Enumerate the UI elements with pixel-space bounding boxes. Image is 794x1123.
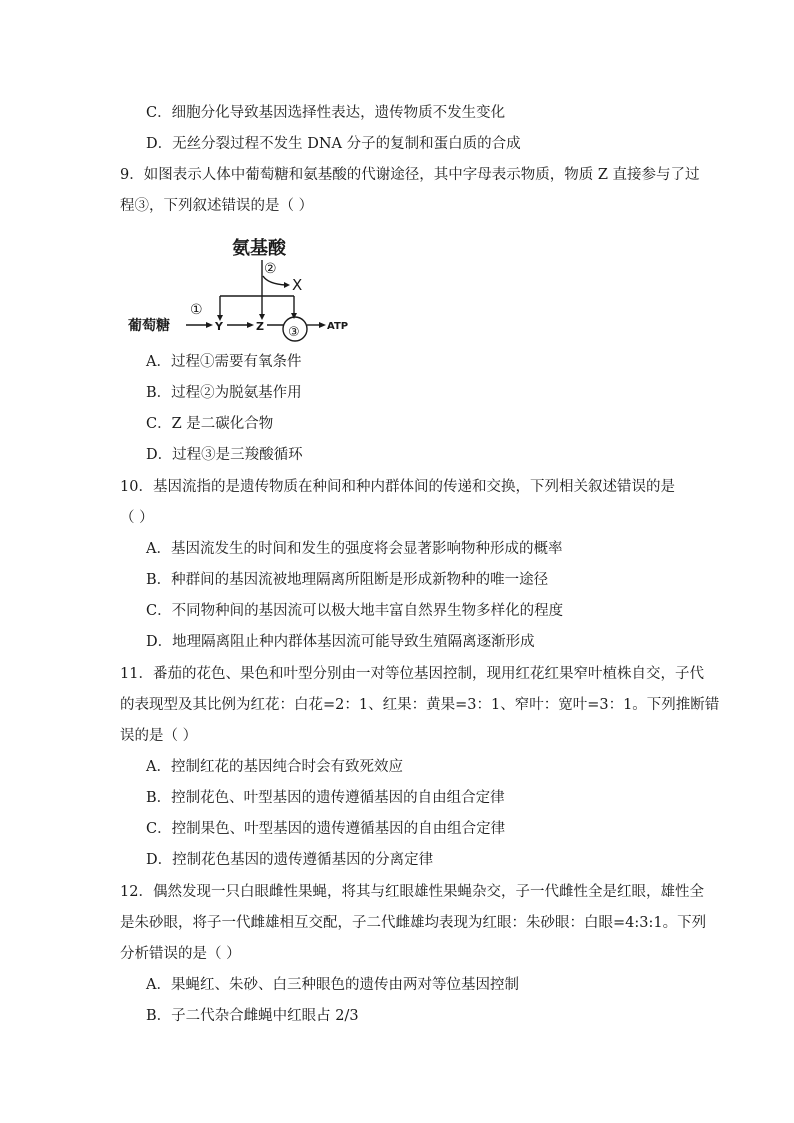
q11-stem-line-1: 11．番茄的花色、果色和叶型分别由一对等位基因控制，现用红花红果窄叶植株自交，子代 [120,666,704,682]
q12-option-b: B．子二代杂合雌蝇中红眼占 2/3 [146,1008,359,1024]
label-x: X [292,276,303,294]
q11-stem-line-3: 误的是（ ） [120,728,198,744]
label-y: Y [215,320,223,333]
q12-stem-line-3: 分析错误的是（ ） [120,946,241,962]
label-z: Z [256,320,264,333]
arrowhead-x [284,282,290,288]
q11-option-d: D．控制花色基因的遗传遵循基因的分离定律 [146,852,434,868]
label-atp: ATP [327,321,349,332]
q8-option-c: C．细胞分化导致基因选择性表达，遗传物质不发生变化 [146,105,506,121]
arrowhead-atp [319,322,326,328]
label-process-3: ③ [288,325,300,340]
q9-option-b: B．过程②为脱氨基作用 [146,385,302,401]
q9-option-c: C．Z 是二碳化合物 [146,416,274,432]
q10-stem-line-1: 10．基因流指的是遗传物质在种间和种内群体间的传递和交换，下列相关叙述错误的是 [120,479,675,495]
label-process-2: ② [264,261,277,277]
label-amino-acid: 氨基酸 [232,238,286,259]
q8-option-d: D．无丝分裂过程不发生 DNA 分子的复制和蛋白质的合成 [146,136,521,152]
arrow-to-x [263,276,286,285]
q9-option-d: D．过程③是三羧酸循环 [146,447,303,463]
q11-stem-line-2: 的表现型及其比例为红花：白花=2：1、红果：黄果=3：1、窄叶：宽叶=3：1。下列推断错 [120,697,720,713]
label-glucose: 葡萄糖 [128,318,170,334]
q10-option-c: C．不同物种间的基因流可以极大地丰富自然界生物多样化的程度 [146,603,564,619]
q11-option-b: B．控制花色、叶型基因的遗传遵循基因的自由组合定律 [146,790,505,806]
q11-option-a: A．控制红花的基因纯合时会有致死效应 [146,759,403,775]
q12-stem-line-2: 是朱砂眼，将子一代雌雄相互交配，子二代雌雄均表现为红眼：朱砂眼：白眼=4:3:1。下列 [120,915,707,931]
q12-option-a: A．果蝇红、朱砂、白三种眼色的遗传由两对等位基因控制 [146,977,519,993]
q12-stem-line-1: 12．偶然发现一只白眼雌性果蝇，将其与红眼雄性果蝇杂交，子一代雌性全是红眼，雄性全 [120,884,704,900]
q11-option-c: C．控制果色、叶型基因的遗传遵循基因的自由组合定律 [146,821,506,837]
arrowhead-glucose-y [206,322,213,328]
q10-option-a: A．基因流发生的时间和发生的强度将会显著影响物种形成的概率 [146,541,563,557]
q10-option-d: D．地理隔离阻止种内群体基因流可能导致生殖隔离逐渐形成 [146,634,535,650]
q10-stem-line-2: （ ） [120,510,154,526]
label-process-1: ① [190,302,203,318]
arrowhead-y-z [247,322,254,328]
q9-stem-line-2: 程③，下列叙述错误的是（ ） [120,198,314,214]
q10-option-b: B．种群间的基因流被地理隔离所阻断是形成新物种的唯一途径 [146,572,549,588]
metabolic-pathway-diagram [128,232,368,344]
q9-stem-line-1: 9．如图表示人体中葡萄糖和氨基酸的代谢途径，其中字母表示物质，物质 Z 直接参与了过 [120,167,700,183]
q9-option-a: A．过程①需要有氧条件 [146,354,302,370]
